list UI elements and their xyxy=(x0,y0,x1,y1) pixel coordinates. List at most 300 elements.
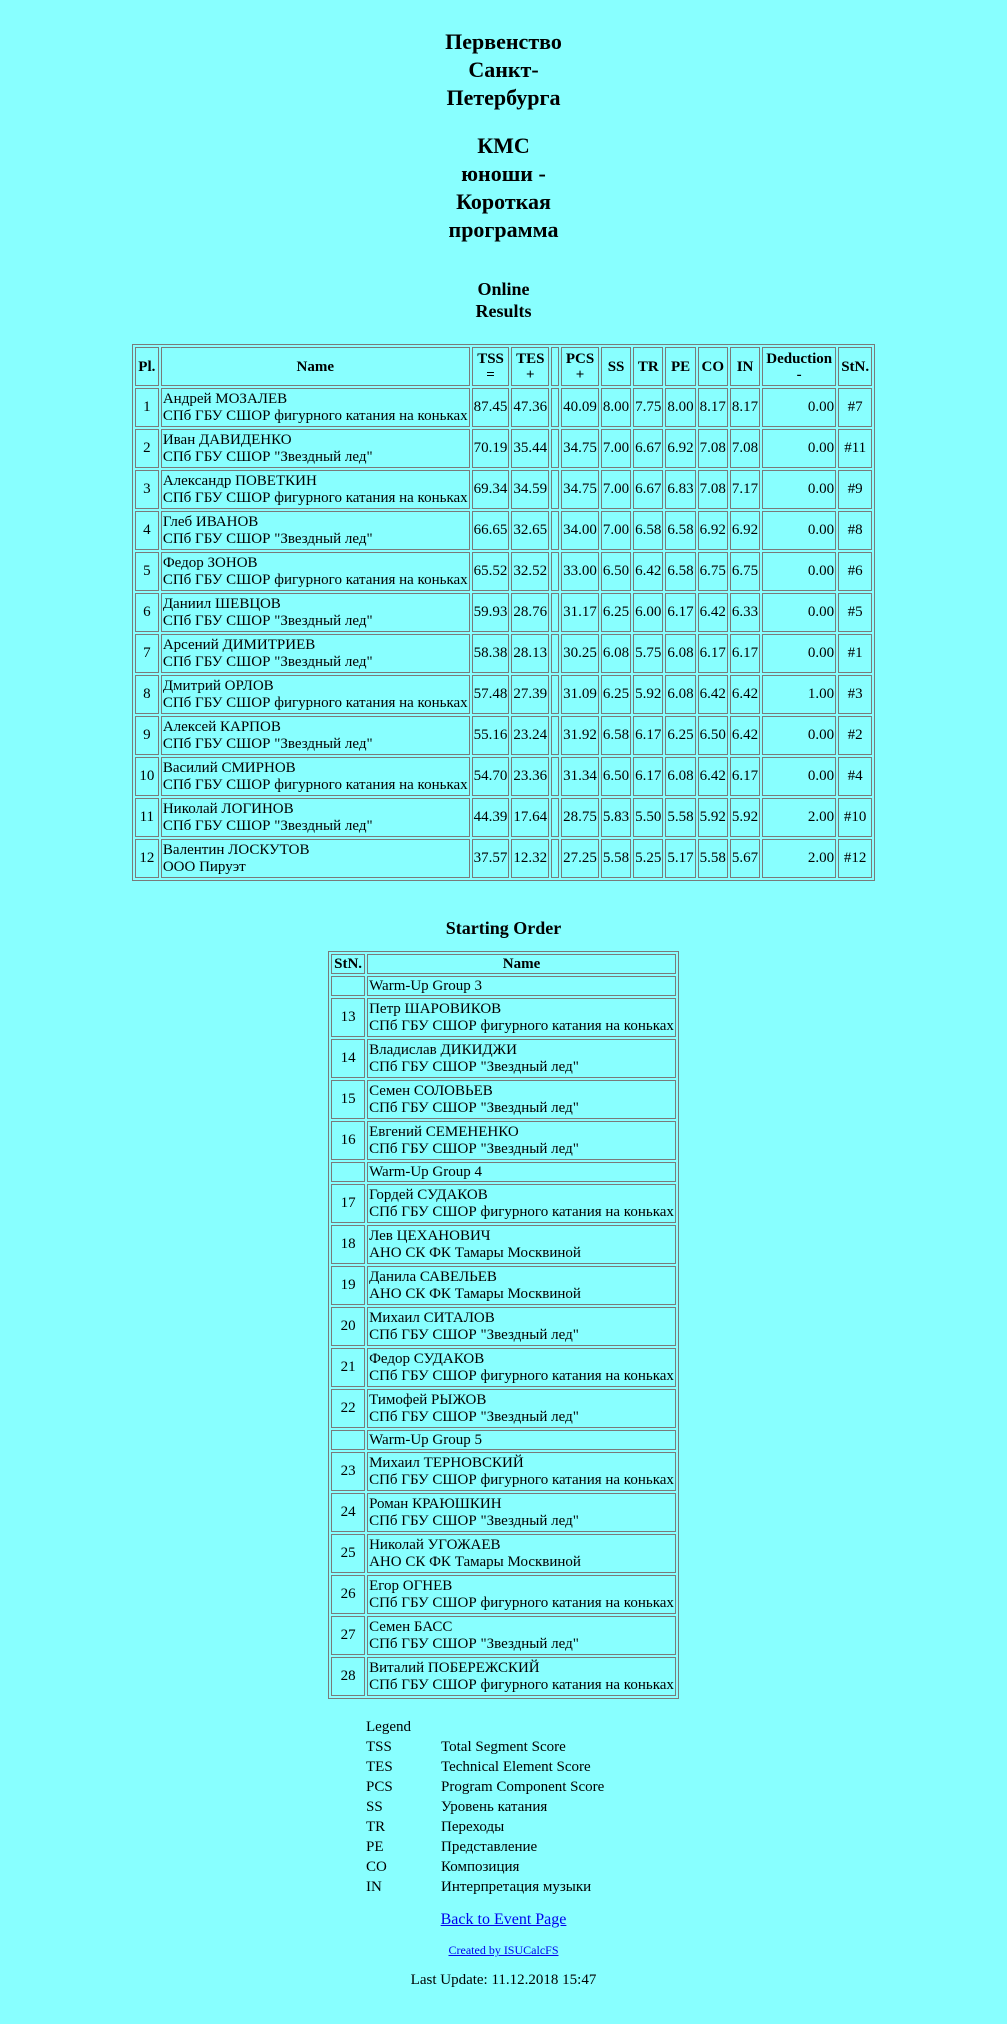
skater-name: Василий СМИРНОВ xyxy=(162,759,296,776)
stn-cell: #3 xyxy=(838,675,872,714)
co-cell: 6.42 xyxy=(698,593,728,632)
skater-club: СПб ГБУ СШОР фигурного катания на коньках xyxy=(162,407,468,424)
tr-cell: 5.75 xyxy=(633,634,663,673)
legend-desc: Total Segment Score xyxy=(441,1739,566,1755)
pcs-cell: 31.17 xyxy=(561,593,599,632)
place-cell: 5 xyxy=(135,552,159,591)
tss-cell: 87.45 xyxy=(472,388,510,427)
ss-cell: 5.58 xyxy=(601,839,631,878)
legend-desc: Интерпретация музыки xyxy=(441,1879,592,1895)
co-cell: 6.50 xyxy=(698,716,728,755)
pe-cell: 5.58 xyxy=(665,798,695,837)
warmup-group-row xyxy=(331,1162,676,1182)
spacer-cell xyxy=(551,634,559,673)
title-lines-line: Санкт- xyxy=(468,57,539,82)
start-number-cell: 27 xyxy=(331,1616,365,1655)
co-cell: 6.42 xyxy=(698,757,728,796)
starting-skater-name: Владислав ДИКИДЖИ xyxy=(369,1041,517,1058)
skater-name: Глеб ИВАНОВ xyxy=(162,513,259,530)
spacer-cell xyxy=(551,675,559,714)
category-lines-line: программа xyxy=(448,217,559,242)
starting-skater-cell xyxy=(367,1534,676,1573)
starting-header-row xyxy=(331,954,676,974)
co-cell: 6.42 xyxy=(698,675,728,714)
starting-row xyxy=(331,1616,676,1655)
deduction-cell: 0.00 xyxy=(762,593,836,632)
starting-skater-cell xyxy=(367,1575,676,1614)
co-cell: 8.17 xyxy=(698,388,728,427)
tss-cell: 58.38 xyxy=(472,634,510,673)
ss-cell: 7.00 xyxy=(601,429,631,468)
pcs-cell: 31.34 xyxy=(561,757,599,796)
starting-skater-name: Лев ЦЕХАНОВИЧ xyxy=(369,1227,491,1244)
starting-skater-name: Михаил ТЕРНОВСКИЙ xyxy=(369,1454,524,1471)
legend-abbr: IN xyxy=(366,1879,382,1895)
deduction-cell: 2.00 xyxy=(762,839,836,878)
header-spacer xyxy=(551,347,559,386)
ss-cell: 8.00 xyxy=(601,388,631,427)
header-pl: Pl. xyxy=(135,347,159,386)
header-pcs-label: PCS xyxy=(565,350,595,367)
starting-skater-name: Михаил СИТАЛОВ xyxy=(369,1309,495,1326)
tss-cell: 59.93 xyxy=(472,593,510,632)
legend-items xyxy=(366,1737,666,1897)
in-cell: 6.42 xyxy=(730,716,760,755)
results-row xyxy=(135,552,872,591)
skater-club: СПб ГБУ СШОР "Звездный лед" xyxy=(162,448,373,465)
deduction-cell: 0.00 xyxy=(762,757,836,796)
legend-abbr: TSS xyxy=(366,1739,392,1755)
spacer-cell xyxy=(551,716,559,755)
results-body xyxy=(135,388,872,878)
pe-cell: 6.83 xyxy=(665,470,695,509)
start-number-cell: 26 xyxy=(331,1575,365,1614)
warmup-group-row xyxy=(331,976,676,996)
results-row xyxy=(135,429,872,468)
starting-row xyxy=(331,1534,676,1573)
pcs-cell: 27.25 xyxy=(561,839,599,878)
legend-abbr: PCS xyxy=(366,1779,393,1795)
warmup-group-label: Warm-Up Group 3 xyxy=(367,976,676,996)
skater-name: Даниил ШЕВЦОВ xyxy=(162,595,281,612)
deduction-cell: 0.00 xyxy=(762,716,836,755)
start-number-cell: 20 xyxy=(331,1307,365,1346)
starting-header-stn: StN. xyxy=(331,954,365,974)
pe-cell: 8.00 xyxy=(665,388,695,427)
skater-club: СПб ГБУ СШОР фигурного катания на коньках xyxy=(162,694,468,711)
starting-skater-cell xyxy=(367,1348,676,1387)
tr-cell: 6.42 xyxy=(633,552,663,591)
pcs-cell: 40.09 xyxy=(561,388,599,427)
starting-row xyxy=(331,1452,676,1491)
pe-cell: 6.08 xyxy=(665,757,695,796)
header-pcs-sign: + xyxy=(575,366,585,383)
tes-cell: 28.76 xyxy=(511,593,549,632)
starting-row xyxy=(331,1307,676,1346)
pcs-cell: 34.00 xyxy=(561,511,599,550)
starting-skater-cell xyxy=(367,1493,676,1532)
starting-skater-club: СПб ГБУ СШОР "Звездный лед" xyxy=(369,1408,579,1425)
legend-row xyxy=(366,1797,666,1817)
tr-cell: 5.50 xyxy=(633,798,663,837)
starting-skater-club: СПб ГБУ СШОР фигурного катания на коньках xyxy=(369,1367,674,1384)
pcs-cell: 31.09 xyxy=(561,675,599,714)
starting-row xyxy=(331,1389,676,1428)
starting-skater-cell xyxy=(367,1307,676,1346)
starting-skater-name: Гордей СУДАКОВ xyxy=(369,1186,488,1203)
header-deduction-label: Deduction xyxy=(766,350,833,367)
spacer-cell xyxy=(551,429,559,468)
stn-cell: #6 xyxy=(838,552,872,591)
created-by-row xyxy=(0,1929,1007,1958)
skater-club: СПб ГБУ СШОР фигурного катания на коньках xyxy=(162,571,468,588)
spacer-cell xyxy=(551,839,559,878)
in-cell: 6.75 xyxy=(730,552,760,591)
starting-skater-name: Тимофей РЫЖОВ xyxy=(369,1391,487,1408)
co-cell: 7.08 xyxy=(698,470,728,509)
tr-cell: 6.00 xyxy=(633,593,663,632)
start-number-cell: 19 xyxy=(331,1266,365,1305)
starting-skater-name: Виталий ПОБЕРЕЖСКИЙ xyxy=(369,1659,540,1676)
warmup-group-label: Warm-Up Group 5 xyxy=(367,1430,676,1450)
starting-skater-cell xyxy=(367,1225,676,1264)
in-cell: 5.67 xyxy=(730,839,760,878)
legend-row xyxy=(366,1837,666,1857)
created-by-link[interactable]: Created by ISUCalcFS xyxy=(448,1943,559,1957)
pe-cell: 6.08 xyxy=(665,675,695,714)
start-number-cell: 17 xyxy=(331,1184,365,1223)
pcs-cell: 34.75 xyxy=(561,429,599,468)
tss-cell: 70.19 xyxy=(472,429,510,468)
tes-cell: 27.39 xyxy=(511,675,549,714)
starting-row xyxy=(331,1348,676,1387)
header-tr: TR xyxy=(633,347,663,386)
skater-name: Иван ДАВИДЕНКО xyxy=(162,431,292,448)
ss-cell: 6.58 xyxy=(601,716,631,755)
header-deduction-sign: - xyxy=(796,366,802,383)
category-lines-line: юноши - xyxy=(461,161,546,186)
header-name: Name xyxy=(161,347,470,386)
co-cell: 6.75 xyxy=(698,552,728,591)
skater-name: Алексей КАРПОВ xyxy=(162,718,281,735)
in-cell: 7.08 xyxy=(730,429,760,468)
legend xyxy=(366,1717,666,1897)
tes-cell: 32.65 xyxy=(511,511,549,550)
pcs-cell: 31.92 xyxy=(561,716,599,755)
starting-row xyxy=(331,1184,676,1223)
warmup-group-empty xyxy=(331,1430,365,1450)
results-row xyxy=(135,634,872,673)
legend-desc: Композиция xyxy=(441,1859,520,1875)
skater-club: СПб ГБУ СШОР фигурного катания на коньках xyxy=(162,489,468,506)
category-lines-line: Короткая xyxy=(456,189,551,214)
header-tss xyxy=(472,347,510,386)
legend-abbr: CO xyxy=(366,1859,387,1875)
skater-name: Александр ПОВЕТКИН xyxy=(162,472,317,489)
stn-cell: #11 xyxy=(838,429,872,468)
co-cell: 6.92 xyxy=(698,511,728,550)
ss-cell: 6.50 xyxy=(601,552,631,591)
in-cell: 8.17 xyxy=(730,388,760,427)
legend-desc: Представление xyxy=(441,1839,538,1855)
pcs-cell: 34.75 xyxy=(561,470,599,509)
tr-cell: 6.67 xyxy=(633,470,663,509)
results-row xyxy=(135,675,872,714)
pe-cell: 6.08 xyxy=(665,634,695,673)
tes-cell: 17.64 xyxy=(511,798,549,837)
deduction-cell: 0.00 xyxy=(762,388,836,427)
tes-cell: 47.36 xyxy=(511,388,549,427)
deduction-cell: 0.00 xyxy=(762,552,836,591)
skater-club: ООО Пируэт xyxy=(162,858,246,875)
skater-cell xyxy=(161,511,470,550)
start-number-cell: 21 xyxy=(331,1348,365,1387)
starting-skater-cell xyxy=(367,1389,676,1428)
starting-skater-cell xyxy=(367,1266,676,1305)
starting-skater-club: АНО СК ФК Тамары Москвиной xyxy=(369,1244,581,1261)
starting-skater-name: Семен СОЛОВЬЕВ xyxy=(369,1082,493,1099)
tes-cell: 32.52 xyxy=(511,552,549,591)
pe-cell: 6.17 xyxy=(665,593,695,632)
skater-cell xyxy=(161,388,470,427)
back-link-row xyxy=(0,1897,1007,1929)
header-tes xyxy=(511,347,549,386)
place-cell: 2 xyxy=(135,429,159,468)
ss-cell: 6.50 xyxy=(601,757,631,796)
results-row xyxy=(135,388,872,427)
tr-cell: 6.17 xyxy=(633,716,663,755)
starting-skater-club: СПб ГБУ СШОР "Звездный лед" xyxy=(369,1326,579,1343)
starting-skater-name: Семен БАСС xyxy=(369,1618,453,1635)
starting-skater-name: Евгений СЕМЕНЕНКО xyxy=(369,1123,519,1140)
subtitle-lines-line: Results xyxy=(475,301,532,321)
results-row xyxy=(135,798,872,837)
stn-cell: #5 xyxy=(838,593,872,632)
place-cell: 6 xyxy=(135,593,159,632)
results-row xyxy=(135,839,872,878)
starting-skater-cell xyxy=(367,1080,676,1119)
tes-cell: 23.24 xyxy=(511,716,549,755)
starting-skater-club: АНО СК ФК Тамары Москвиной xyxy=(369,1553,581,1570)
start-number-cell: 23 xyxy=(331,1452,365,1491)
spacer-cell xyxy=(551,593,559,632)
starting-skater-club: СПб ГБУ СШОР фигурного катания на коньках xyxy=(369,1676,674,1693)
tes-cell: 28.13 xyxy=(511,634,549,673)
event-title xyxy=(404,0,604,244)
tr-cell: 5.92 xyxy=(633,675,663,714)
starting-order-title: Starting Order xyxy=(445,918,562,938)
starting-skater-club: СПб ГБУ СШОР фигурного катания на коньках xyxy=(369,1471,674,1488)
legend-desc: Program Component Score xyxy=(441,1779,605,1795)
starting-row xyxy=(331,998,676,1037)
title-lines-line: Петербурга xyxy=(446,85,561,110)
starting-row xyxy=(331,1080,676,1119)
stn-cell: #9 xyxy=(838,470,872,509)
spacer-cell xyxy=(551,798,559,837)
stn-cell: #7 xyxy=(838,388,872,427)
skater-cell xyxy=(161,593,470,632)
starting-skater-cell xyxy=(367,1452,676,1491)
start-number-cell: 24 xyxy=(331,1493,365,1532)
starting-body xyxy=(331,976,676,1696)
pe-cell: 6.25 xyxy=(665,716,695,755)
co-cell: 5.58 xyxy=(698,839,728,878)
tr-cell: 6.17 xyxy=(633,757,663,796)
starting-skater-name: Данила САВЕЛЬЕВ xyxy=(369,1268,497,1285)
back-to-event-link[interactable]: Back to Event Page xyxy=(440,1911,567,1928)
tr-cell: 7.75 xyxy=(633,388,663,427)
ss-cell: 7.00 xyxy=(601,470,631,509)
starting-skater-name: Федор СУДАКОВ xyxy=(369,1350,485,1367)
start-number-cell: 13 xyxy=(331,998,365,1037)
skater-cell xyxy=(161,429,470,468)
header-ss: SS xyxy=(601,347,631,386)
starting-row xyxy=(331,1493,676,1532)
results-row xyxy=(135,470,872,509)
pcs-cell: 33.00 xyxy=(561,552,599,591)
stn-cell: #10 xyxy=(838,798,872,837)
starting-row xyxy=(331,1225,676,1264)
title-lines-line: Первенство xyxy=(445,29,562,54)
in-cell: 6.17 xyxy=(730,757,760,796)
stn-cell: #2 xyxy=(838,716,872,755)
header-pcs xyxy=(561,347,599,386)
starting-skater-cell xyxy=(367,1184,676,1223)
pe-cell: 6.58 xyxy=(665,552,695,591)
results-header-row xyxy=(135,347,872,386)
ss-cell: 6.25 xyxy=(601,675,631,714)
tss-cell: 37.57 xyxy=(472,839,510,878)
pcs-cell: 28.75 xyxy=(561,798,599,837)
in-cell: 5.92 xyxy=(730,798,760,837)
co-cell: 6.17 xyxy=(698,634,728,673)
place-cell: 4 xyxy=(135,511,159,550)
legend-row xyxy=(366,1817,666,1837)
in-cell: 6.33 xyxy=(730,593,760,632)
skater-club: СПб ГБУ СШОР "Звездный лед" xyxy=(162,530,373,547)
pe-cell: 5.17 xyxy=(665,839,695,878)
in-cell: 6.92 xyxy=(730,511,760,550)
header-pe: PE xyxy=(665,347,695,386)
stn-cell: #4 xyxy=(838,757,872,796)
starting-skater-club: СПб ГБУ СШОР "Звездный лед" xyxy=(369,1099,579,1116)
legend-abbr: SS xyxy=(366,1799,383,1815)
legend-row xyxy=(366,1757,666,1777)
skater-club: СПб ГБУ СШОР фигурного катания на коньках xyxy=(162,776,468,793)
tes-cell: 12.32 xyxy=(511,839,549,878)
start-number-cell: 22 xyxy=(331,1389,365,1428)
skater-club: СПб ГБУ СШОР "Звездный лед" xyxy=(162,653,373,670)
starting-skater-name: Петр ШАРОВИКОВ xyxy=(369,1000,502,1017)
legend-abbr: TES xyxy=(366,1759,393,1775)
place-cell: 12 xyxy=(135,839,159,878)
place-cell: 3 xyxy=(135,470,159,509)
skater-cell xyxy=(161,839,470,878)
deduction-cell: 0.00 xyxy=(762,470,836,509)
starting-header-name: Name xyxy=(367,954,676,974)
starting-skater-cell xyxy=(367,1121,676,1160)
skater-name: Андрей МОЗАЛЕВ xyxy=(162,390,288,407)
tes-cell: 35.44 xyxy=(511,429,549,468)
header-tes-sign: + xyxy=(526,366,535,383)
starting-skater-club: СПб ГБУ СШОР фигурного катания на коньках xyxy=(369,1017,674,1034)
header-tes-label: TES xyxy=(516,350,545,367)
tr-cell: 6.67 xyxy=(633,429,663,468)
starting-row xyxy=(331,1039,676,1078)
co-cell: 5.92 xyxy=(698,798,728,837)
deduction-cell: 0.00 xyxy=(762,511,836,550)
spacer-cell xyxy=(551,511,559,550)
tes-cell: 34.59 xyxy=(511,470,549,509)
ss-cell: 6.25 xyxy=(601,593,631,632)
results-row xyxy=(135,757,872,796)
tss-cell: 65.52 xyxy=(472,552,510,591)
place-cell: 11 xyxy=(135,798,159,837)
place-cell: 8 xyxy=(135,675,159,714)
starting-skater-club: СПб ГБУ СШОР "Звездный лед" xyxy=(369,1140,579,1157)
header-stn: StN. xyxy=(838,347,872,386)
legend-abbr: TR xyxy=(366,1819,386,1835)
starting-skater-cell xyxy=(367,1039,676,1078)
pe-cell: 6.58 xyxy=(665,511,695,550)
spacer-cell xyxy=(551,552,559,591)
header-tss-sign: = xyxy=(486,366,495,383)
spacer-cell xyxy=(551,470,559,509)
starting-skater-club: СПб ГБУ СШОР "Звездный лед" xyxy=(369,1512,579,1529)
skater-cell xyxy=(161,552,470,591)
results-table xyxy=(132,344,875,881)
skater-club: СПб ГБУ СШОР "Звездный лед" xyxy=(162,817,373,834)
starting-skater-club: СПб ГБУ СШОР фигурного катания на коньках xyxy=(369,1594,674,1611)
legend-desc: Technical Element Score xyxy=(441,1759,591,1775)
tes-cell: 23.36 xyxy=(511,757,549,796)
start-number-cell: 25 xyxy=(331,1534,365,1573)
legend-row xyxy=(366,1877,666,1897)
header-tss-label: TSS xyxy=(477,350,504,367)
tss-cell: 69.34 xyxy=(472,470,510,509)
skater-name: Арсений ДИМИТРИЕВ xyxy=(162,636,316,653)
start-number-cell: 15 xyxy=(331,1080,365,1119)
tr-cell: 6.58 xyxy=(633,511,663,550)
tss-cell: 57.48 xyxy=(472,675,510,714)
co-cell: 7.08 xyxy=(698,429,728,468)
legend-title: Legend xyxy=(366,1719,411,1735)
start-number-cell: 28 xyxy=(331,1657,365,1696)
tss-cell: 55.16 xyxy=(472,716,510,755)
start-number-cell: 14 xyxy=(331,1039,365,1078)
legend-abbr: PE xyxy=(366,1839,384,1855)
stn-cell: #8 xyxy=(838,511,872,550)
skater-club: СПб ГБУ СШОР "Звездный лед" xyxy=(162,612,373,629)
starting-row xyxy=(331,1266,676,1305)
warmup-group-empty xyxy=(331,976,365,996)
start-number-cell: 18 xyxy=(331,1225,365,1264)
tss-cell: 66.65 xyxy=(472,511,510,550)
deduction-cell: 0.00 xyxy=(762,429,836,468)
online-results-heading xyxy=(404,244,604,322)
ss-cell: 5.83 xyxy=(601,798,631,837)
results-row xyxy=(135,716,872,755)
legend-desc: Уровень катания xyxy=(441,1799,548,1815)
starting-row xyxy=(331,1575,676,1614)
starting-skater-name: Николай УГОЖАЕВ xyxy=(369,1536,501,1553)
pe-cell: 6.92 xyxy=(665,429,695,468)
legend-desc: Переходы xyxy=(441,1819,505,1835)
spacer-cell xyxy=(551,757,559,796)
skater-name: Федор ЗОНОВ xyxy=(162,554,258,571)
in-cell: 6.42 xyxy=(730,675,760,714)
skater-name: Николай ЛОГИНОВ xyxy=(162,800,294,817)
